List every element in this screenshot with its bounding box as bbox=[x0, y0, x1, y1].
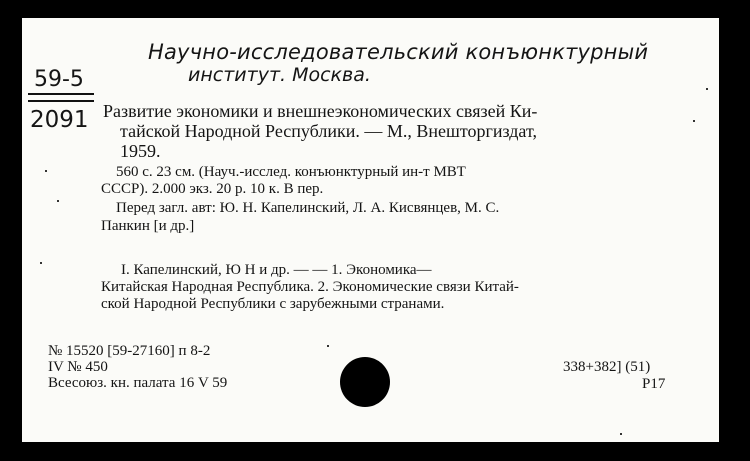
handwritten-institution-line2: институт. Москва. bbox=[188, 64, 371, 86]
handwritten-institution-line1: Научно-исследовательский конъюнктурный bbox=[148, 40, 649, 64]
footer-chamber-stamp: Всесоюз. кн. палата 16 V 59 bbox=[48, 375, 228, 391]
scan-speck bbox=[45, 170, 47, 172]
footer-shelf-code: Р17 bbox=[642, 376, 666, 392]
scan-speck bbox=[57, 200, 59, 202]
footer-registration-number: № 15520 [59-27160] п 8-2 bbox=[48, 343, 211, 359]
physical-description-line-1: 560 с. 23 см. (Науч.-исслед. конъюнктурный ин-т МВТ bbox=[116, 164, 466, 180]
tracing-line-3: ской Народной Республики с зарубежными странами. bbox=[101, 296, 445, 312]
title-line-3: 1959. bbox=[120, 141, 161, 161]
tracing-line-2: Китайская Народная Республика. 2. Экономические связи Китай- bbox=[101, 279, 519, 295]
tracing-line-1: I. Капелинский, Ю Н и др. — — 1. Экономика— bbox=[121, 262, 432, 278]
physical-description-line-2: СССР). 2.000 экз. 20 р. 10 к. В пер. bbox=[101, 181, 324, 197]
call-number-top: 59-5 bbox=[34, 67, 84, 92]
author-note-line-1: Перед загл. авт: Ю. Н. Капелинский, Л. А. Кисвянцев, М. С. bbox=[116, 200, 500, 216]
scan-speck bbox=[706, 88, 708, 90]
scan-speck bbox=[620, 433, 622, 435]
call-number-bottom: 2091 bbox=[30, 107, 89, 133]
footer-fourth-number: IV № 450 bbox=[48, 359, 108, 375]
call-number-divider-1 bbox=[28, 93, 94, 95]
title-line-1: Развитие экономики и внешнеэкономических связей Ки- bbox=[103, 101, 538, 121]
scan-speck bbox=[693, 120, 695, 122]
title-line-2: тайской Народной Республики. — М., Внешторгиздат, bbox=[120, 121, 537, 141]
author-note-line-2: Панкин [и др.] bbox=[101, 218, 195, 234]
footer-classification: 338+382] (51) bbox=[563, 359, 651, 375]
scan-speck bbox=[40, 262, 42, 264]
punch-hole bbox=[340, 357, 390, 407]
call-number-divider-2 bbox=[28, 100, 94, 102]
scan-speck bbox=[327, 345, 329, 347]
